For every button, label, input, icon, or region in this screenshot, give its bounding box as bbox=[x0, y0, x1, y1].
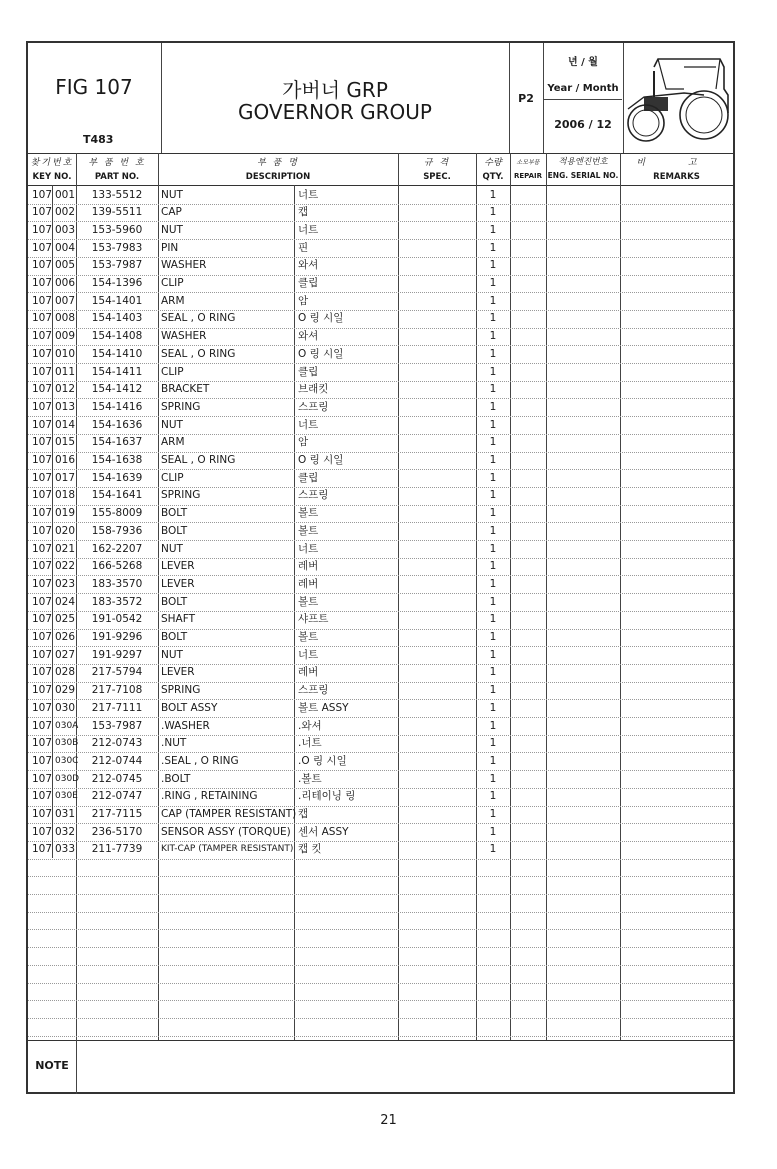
row-fig: 107 bbox=[32, 754, 53, 767]
row-divider bbox=[28, 947, 733, 948]
row-ko: 와셔 bbox=[298, 259, 319, 272]
row-key: 020 bbox=[55, 524, 76, 537]
row-qty: 1 bbox=[489, 684, 497, 697]
row-desc: .NUT bbox=[161, 737, 187, 750]
row-fig: 107 bbox=[32, 489, 53, 502]
fig-cell bbox=[28, 43, 162, 153]
row-fig: 107 bbox=[32, 188, 53, 201]
title-korean: 가버너 GRP bbox=[282, 78, 388, 102]
row-qty: 1 bbox=[489, 259, 497, 272]
row-desc: CLIP bbox=[161, 365, 184, 378]
row-part: 154-1637 bbox=[91, 436, 143, 449]
row-key: 030E bbox=[55, 791, 78, 802]
row-ko: 센서 ASSY bbox=[298, 825, 349, 838]
row-qty: 1 bbox=[489, 471, 497, 484]
row-key: 015 bbox=[55, 436, 76, 449]
row-qty: 1 bbox=[489, 188, 497, 201]
row-part: 154-1639 bbox=[91, 471, 143, 484]
col-qty-ko: 수량 bbox=[484, 158, 502, 168]
row-fig: 107 bbox=[32, 772, 53, 785]
row-fig: 107 bbox=[32, 825, 53, 838]
row-key: 017 bbox=[55, 471, 76, 484]
row-desc: .RING , RETAINING bbox=[161, 790, 258, 803]
row-ko: 볼트 ASSY bbox=[298, 701, 349, 714]
col-repair-en: REPAIR bbox=[513, 172, 543, 180]
row-part: 154-1636 bbox=[91, 418, 143, 431]
row-divider bbox=[28, 983, 733, 984]
row-part: 212-0744 bbox=[91, 754, 143, 767]
row-fig: 107 bbox=[32, 241, 53, 254]
row-ko: 너트 bbox=[298, 223, 319, 236]
row-ko: 암 bbox=[298, 436, 309, 449]
row-fig: 107 bbox=[32, 259, 53, 272]
row-key: 028 bbox=[55, 666, 76, 679]
row-desc: SHAFT bbox=[161, 613, 196, 626]
row-part: 212-0743 bbox=[91, 737, 143, 750]
row-desc: NUT bbox=[161, 223, 183, 236]
row-ko: 스프링 bbox=[298, 684, 329, 697]
row-part: 154-1412 bbox=[91, 383, 143, 396]
row-part: 154-1416 bbox=[91, 400, 143, 413]
row-key: 006 bbox=[55, 277, 76, 289]
row-part: 139-5511 bbox=[91, 206, 143, 219]
row-part: 212-0747 bbox=[91, 790, 143, 803]
row-fig: 107 bbox=[32, 701, 53, 714]
col-line bbox=[158, 153, 159, 1040]
row-ko: 너트 bbox=[298, 188, 319, 201]
row-desc: KIT-CAP (TAMPER RESISTANT) bbox=[161, 844, 294, 855]
col-line bbox=[546, 153, 547, 1040]
row-part: 154-1641 bbox=[91, 489, 143, 502]
row-desc: .BOLT bbox=[161, 772, 191, 785]
row-ko: 너트 bbox=[298, 418, 319, 431]
row-part: 153-7987 bbox=[91, 259, 143, 272]
page-code: P2 bbox=[518, 92, 534, 105]
row-fig: 107 bbox=[32, 436, 53, 449]
row-key: 013 bbox=[55, 400, 76, 413]
page-number: 21 bbox=[380, 1113, 397, 1128]
row-qty: 1 bbox=[489, 648, 497, 661]
row-ko: O 링 시일 bbox=[298, 312, 344, 325]
row-desc: SEAL , O RING bbox=[161, 347, 236, 360]
row-key: 026 bbox=[55, 631, 76, 643]
row-ko: 와셔 bbox=[298, 330, 319, 343]
row-ko: 스프링 bbox=[298, 489, 329, 502]
row-fig: 107 bbox=[32, 294, 53, 307]
row-fig: 107 bbox=[32, 595, 53, 608]
row-key: 030 bbox=[55, 701, 76, 714]
col-remarks-ko: 비 고 bbox=[636, 158, 717, 168]
row-qty: 1 bbox=[489, 277, 497, 289]
row-qty: 1 bbox=[489, 489, 497, 502]
row-key: 022 bbox=[55, 560, 76, 573]
row-fig: 107 bbox=[32, 648, 53, 661]
row-qty: 1 bbox=[489, 365, 497, 378]
row-fig: 107 bbox=[32, 542, 53, 555]
row-divider bbox=[28, 929, 733, 930]
row-ko: .리테이닝 링 bbox=[298, 790, 356, 803]
note-label: NOTE bbox=[35, 1059, 69, 1072]
row-key: 011 bbox=[55, 365, 76, 378]
row-desc: SEAL , O RING bbox=[161, 312, 236, 325]
row-part: 212-0745 bbox=[91, 772, 143, 785]
row-part: 217-7108 bbox=[91, 684, 143, 697]
row-qty: 1 bbox=[489, 241, 497, 254]
row-key: 019 bbox=[55, 507, 76, 520]
row-fig: 107 bbox=[32, 454, 53, 466]
row-divider bbox=[28, 1036, 733, 1037]
row-key: 018 bbox=[55, 489, 76, 502]
fig-key-separator bbox=[52, 185, 53, 858]
row-qty: 1 bbox=[489, 436, 497, 449]
row-desc: SPRING bbox=[161, 489, 201, 502]
row-desc: NUT bbox=[161, 188, 183, 201]
row-key: 027 bbox=[55, 648, 76, 661]
row-key: 024 bbox=[55, 595, 76, 608]
note-divider bbox=[28, 1040, 733, 1041]
row-desc: BRACKET bbox=[161, 383, 210, 396]
row-qty: 1 bbox=[489, 507, 497, 520]
year-month-ko: 년 / 월 bbox=[568, 57, 598, 68]
row-desc: SEAL , O RING bbox=[161, 454, 236, 466]
row-desc: LEVER bbox=[161, 560, 195, 573]
row-key: 012 bbox=[55, 383, 76, 396]
col-remarks bbox=[620, 153, 733, 185]
row-desc: CAP (TAMPER RESISTANT) bbox=[161, 808, 297, 820]
row-desc: CLIP bbox=[161, 471, 184, 484]
row-part: 236-5170 bbox=[91, 825, 143, 838]
row-fig: 107 bbox=[32, 790, 53, 803]
row-part: 154-1410 bbox=[91, 347, 143, 360]
row-desc: LEVER bbox=[161, 666, 195, 679]
model-code: T483 bbox=[83, 133, 114, 146]
row-fig: 107 bbox=[32, 206, 53, 219]
col-key-ko: 찾기번호 bbox=[30, 158, 74, 168]
row-fig: 107 bbox=[32, 400, 53, 413]
row-fig: 107 bbox=[32, 312, 53, 325]
row-qty: 1 bbox=[489, 454, 497, 466]
row-key: 010 bbox=[55, 347, 76, 360]
row-key: 032 bbox=[55, 825, 76, 838]
col-qty-en: QTY. bbox=[482, 172, 504, 182]
row-fig: 107 bbox=[32, 277, 53, 289]
row-qty: 1 bbox=[489, 666, 497, 679]
row-key: 030B bbox=[55, 738, 79, 749]
row-divider bbox=[28, 912, 733, 913]
row-desc: NUT bbox=[161, 542, 183, 555]
row-key: 031 bbox=[55, 808, 76, 820]
row-fig: 107 bbox=[32, 365, 53, 378]
tractor-icon bbox=[624, 49, 730, 145]
col-desc-en: DESCRIPTION bbox=[245, 172, 311, 182]
row-ko: 클립 bbox=[298, 365, 319, 378]
row-qty: 1 bbox=[489, 772, 497, 785]
row-ko: 레버 bbox=[298, 560, 319, 573]
row-desc: BOLT bbox=[161, 507, 188, 520]
col-spec bbox=[398, 153, 476, 185]
row-ko: .볼트 bbox=[298, 772, 322, 785]
row-desc: WASHER bbox=[161, 330, 207, 343]
row-part: 191-9296 bbox=[91, 631, 143, 643]
row-fig: 107 bbox=[32, 843, 53, 856]
row-qty: 1 bbox=[489, 542, 497, 555]
row-qty: 1 bbox=[489, 223, 497, 236]
row-fig: 107 bbox=[32, 471, 53, 484]
row-part: 158-7936 bbox=[91, 524, 143, 537]
row-key: 009 bbox=[55, 330, 76, 343]
row-qty: 1 bbox=[489, 737, 497, 750]
row-qty: 1 bbox=[489, 294, 497, 307]
row-key: 004 bbox=[55, 241, 76, 254]
row-key: 030C bbox=[55, 755, 79, 766]
row-part: 153-7983 bbox=[91, 241, 143, 254]
row-qty: 1 bbox=[489, 383, 497, 396]
row-part: 133-5512 bbox=[91, 188, 143, 201]
row-desc: BOLT bbox=[161, 524, 188, 537]
row-desc: LEVER bbox=[161, 577, 195, 590]
issue-date: 2006 / 12 bbox=[554, 118, 612, 131]
col-line bbox=[620, 153, 621, 1040]
title-english: GOVERNOR GROUP bbox=[238, 100, 432, 124]
row-part: 166-5268 bbox=[91, 560, 143, 573]
row-desc: BOLT bbox=[161, 631, 188, 643]
row-fig: 107 bbox=[32, 666, 53, 679]
row-qty: 1 bbox=[489, 206, 497, 219]
row-fig: 107 bbox=[32, 613, 53, 626]
col-part-no bbox=[76, 153, 158, 185]
row-key: 005 bbox=[55, 259, 76, 272]
row-part: 191-9297 bbox=[91, 648, 143, 661]
row-desc: PIN bbox=[161, 241, 179, 254]
row-part: 154-1403 bbox=[91, 312, 143, 325]
row-divider bbox=[28, 859, 733, 860]
row-key: 016 bbox=[55, 454, 76, 466]
row-ko: 캡 킷 bbox=[298, 843, 322, 856]
row-part: 154-1411 bbox=[91, 365, 143, 378]
row-key: 003 bbox=[55, 223, 76, 236]
row-key: 033 bbox=[55, 843, 76, 856]
col-desc-ko: 부 품 명 bbox=[257, 158, 299, 168]
row-desc: SENSOR ASSY (TORQUE) bbox=[161, 825, 291, 838]
col-description bbox=[158, 153, 398, 185]
row-qty: 1 bbox=[489, 577, 497, 590]
row-ko: 볼트 bbox=[298, 507, 319, 520]
row-desc: SPRING bbox=[161, 684, 201, 697]
row-fig: 107 bbox=[32, 631, 53, 643]
row-qty: 1 bbox=[489, 613, 497, 626]
row-fig: 107 bbox=[32, 418, 53, 431]
row-qty: 1 bbox=[489, 312, 497, 325]
col-repair bbox=[510, 153, 546, 185]
row-desc: SPRING bbox=[161, 400, 201, 413]
col-line bbox=[398, 153, 399, 1040]
row-fig: 107 bbox=[32, 808, 53, 820]
col-repair-ko: 소모부품 bbox=[516, 159, 540, 166]
date-divider bbox=[544, 99, 622, 100]
row-key: 030A bbox=[55, 720, 79, 731]
row-part: 154-1638 bbox=[91, 454, 143, 466]
row-qty: 1 bbox=[489, 400, 497, 413]
row-key: 029 bbox=[55, 684, 76, 697]
row-qty: 1 bbox=[489, 754, 497, 767]
row-fig: 107 bbox=[32, 719, 53, 732]
row-part: 155-8009 bbox=[91, 507, 143, 520]
row-key: 021 bbox=[55, 542, 76, 555]
note-separator bbox=[76, 1040, 77, 1094]
col-part-en: PART NO. bbox=[94, 172, 140, 182]
row-ko: .O 링 시일 bbox=[298, 754, 347, 767]
row-divider bbox=[28, 894, 733, 895]
row-part: 217-7115 bbox=[91, 808, 143, 820]
col-serial bbox=[546, 153, 620, 185]
row-part: 217-7111 bbox=[91, 701, 143, 714]
row-ko: 볼트 bbox=[298, 631, 319, 643]
parts-sheet bbox=[26, 41, 735, 1094]
row-ko: 샤프트 bbox=[298, 613, 329, 626]
row-fig: 107 bbox=[32, 507, 53, 520]
year-month-en: Year / Month bbox=[547, 83, 619, 94]
col-serial-en: ENG. SERIAL NO. bbox=[547, 171, 619, 180]
row-part: 154-1396 bbox=[91, 277, 143, 289]
row-fig: 107 bbox=[32, 737, 53, 750]
col-qty bbox=[476, 153, 510, 185]
row-fig: 107 bbox=[32, 330, 53, 343]
row-ko: .와셔 bbox=[298, 719, 322, 732]
row-ko: 암 bbox=[298, 294, 309, 307]
row-ko: 볼트 bbox=[298, 595, 319, 608]
row-part: 154-1408 bbox=[91, 330, 143, 343]
row-ko: O 링 시일 bbox=[298, 454, 344, 466]
col-spec-en: SPEC. bbox=[423, 172, 451, 182]
row-part: 153-7987 bbox=[91, 719, 143, 732]
row-divider bbox=[28, 876, 733, 877]
row-desc: BOLT bbox=[161, 595, 188, 608]
row-ko: .너트 bbox=[298, 737, 322, 750]
row-desc: BOLT ASSY bbox=[161, 701, 218, 714]
row-part: 183-3570 bbox=[91, 577, 143, 590]
row-ko: 클립 bbox=[298, 277, 319, 289]
fig-number: FIG 107 bbox=[55, 75, 133, 99]
col-key-en: KEY NO. bbox=[32, 172, 72, 182]
row-divider bbox=[28, 965, 733, 966]
row-qty: 1 bbox=[489, 330, 497, 343]
row-key: 007 bbox=[55, 294, 76, 307]
col-serial-ko: 적용엔진번호 bbox=[558, 157, 608, 167]
row-qty: 1 bbox=[489, 790, 497, 803]
col-remarks-en: REMARKS bbox=[653, 172, 700, 182]
row-desc: ARM bbox=[161, 436, 185, 449]
row-key: 030D bbox=[55, 773, 80, 784]
row-divider bbox=[28, 1018, 733, 1019]
row-part: 183-3572 bbox=[91, 595, 143, 608]
row-qty: 1 bbox=[489, 808, 497, 820]
row-ko: 볼트 bbox=[298, 524, 319, 537]
row-fig: 107 bbox=[32, 223, 53, 236]
row-ko: 너트 bbox=[298, 648, 319, 661]
row-ko: 레버 bbox=[298, 666, 319, 679]
col-part-ko: 부 품 번 호 bbox=[88, 158, 146, 168]
row-fig: 107 bbox=[32, 347, 53, 360]
row-part: 191-0542 bbox=[91, 613, 143, 626]
row-key: 008 bbox=[55, 312, 76, 325]
row-part: 211-7739 bbox=[91, 843, 143, 856]
row-ko: 핀 bbox=[298, 241, 309, 254]
row-qty: 1 bbox=[489, 719, 497, 732]
row-ko: 너트 bbox=[298, 542, 319, 555]
row-ko: 스프링 bbox=[298, 400, 329, 413]
row-qty: 1 bbox=[489, 843, 497, 856]
row-desc: .SEAL , O RING bbox=[161, 754, 239, 767]
row-divider bbox=[28, 1000, 733, 1001]
row-fig: 107 bbox=[32, 577, 53, 590]
row-fig: 107 bbox=[32, 383, 53, 396]
row-ko: O 링 시일 bbox=[298, 347, 344, 360]
row-part: 162-2207 bbox=[91, 542, 143, 555]
row-qty: 1 bbox=[489, 701, 497, 714]
row-qty: 1 bbox=[489, 347, 497, 360]
row-part: 217-5794 bbox=[91, 666, 143, 679]
row-part: 153-5960 bbox=[91, 223, 143, 236]
row-key: 023 bbox=[55, 577, 76, 590]
row-ko: 레버 bbox=[298, 577, 319, 590]
row-qty: 1 bbox=[489, 418, 497, 431]
row-qty: 1 bbox=[489, 825, 497, 838]
row-fig: 107 bbox=[32, 524, 53, 537]
row-desc: ARM bbox=[161, 294, 185, 307]
row-qty: 1 bbox=[489, 595, 497, 608]
row-fig: 107 bbox=[32, 560, 53, 573]
row-desc: NUT bbox=[161, 418, 183, 431]
col-key-no bbox=[28, 153, 76, 185]
row-desc: NUT bbox=[161, 648, 183, 661]
col-spec-ko: 규 격 bbox=[423, 158, 451, 168]
row-desc: .WASHER bbox=[161, 719, 210, 732]
row-ko: 클립 bbox=[298, 471, 319, 484]
row-part: 154-1401 bbox=[91, 294, 143, 307]
row-key: 002 bbox=[55, 206, 76, 219]
row-desc: CLIP bbox=[161, 277, 184, 289]
row-desc: WASHER bbox=[161, 259, 207, 272]
row-qty: 1 bbox=[489, 631, 497, 643]
row-key: 001 bbox=[55, 188, 76, 201]
row-ko: 캡 bbox=[298, 808, 309, 820]
row-ko: 캡 bbox=[298, 206, 309, 219]
row-fig: 107 bbox=[32, 684, 53, 697]
row-desc: CAP bbox=[161, 206, 182, 219]
row-qty: 1 bbox=[489, 524, 497, 537]
row-qty: 1 bbox=[489, 560, 497, 573]
row-key: 014 bbox=[55, 418, 76, 431]
row-key: 025 bbox=[55, 613, 76, 626]
col-line bbox=[510, 153, 511, 1040]
row-ko: 브래킷 bbox=[298, 383, 329, 396]
